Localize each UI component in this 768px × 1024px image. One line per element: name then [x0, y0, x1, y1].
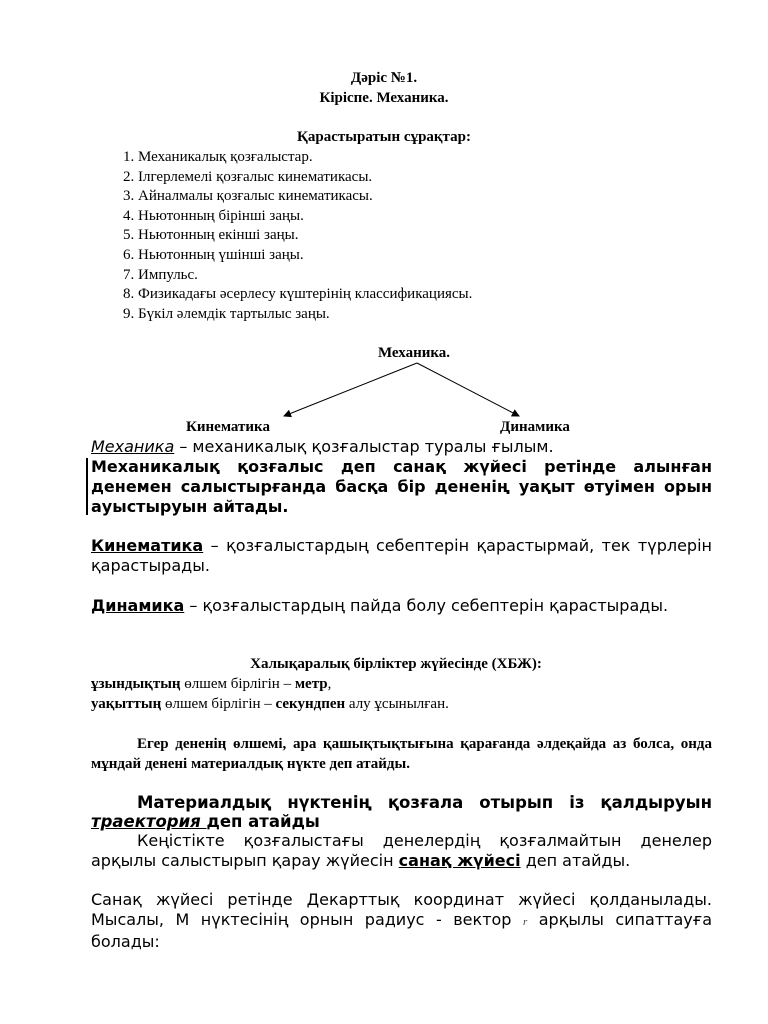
trajectory-term: траектория	[91, 812, 207, 831]
reference-frame-definition	[91, 831, 712, 870]
reference-text: Кеңістікте қозғалыстағы денелердің қозғалмайтын денелер арқылы салыстырып қарау жүйесін	[91, 831, 712, 870]
diagram-kinematics: Кинематика	[186, 419, 270, 435]
kinematics-definition	[91, 536, 712, 576]
diagram-arrows	[0, 0, 768, 440]
kinematics-term: Кинематика	[91, 536, 204, 555]
trajectory-end: деп атайды	[206, 812, 320, 831]
diagram-root: Механика.	[377, 345, 451, 361]
list-item: 2. Ілгерлемелі қозғалыс кинематикасы.	[138, 168, 472, 188]
reference-end: деп атайды.	[520, 850, 631, 870]
lecture-number: Дәріс №1.	[350, 70, 418, 86]
questions-heading: Қарастыратын сұрақтар:	[297, 129, 471, 145]
si-length-unit: метр	[294, 676, 328, 692]
change-bar	[86, 458, 88, 515]
list-item: 7. Импульс.	[138, 266, 472, 286]
list-item: 8. Физикадағы әсерлесу күштерінің классификациясы.	[138, 285, 472, 305]
dynamics-term: Динамика	[91, 596, 185, 615]
si-time	[91, 696, 449, 713]
lecture-title: Кіріспе. Механика.	[319, 90, 449, 106]
dynamics-text: – қозғалыстардың пайда болу себептерін қарастырады.	[184, 596, 669, 615]
si-time-text: өлшем бірлігін –	[161, 696, 276, 712]
list-item: 3. Айналмалы қозғалыс кинематикасы.	[138, 187, 472, 207]
mechanics-definition	[91, 437, 712, 457]
cartesian-paragraph	[91, 890, 712, 952]
motion-definition: Механикалық қозғалыс деп санақ жүйесі ретінде алынған денемен салыстырғанда басқа бір дененің уақыт өтуімен орын ауыстыруын айтады.	[91, 457, 712, 516]
si-length-word: ұзындықтың	[91, 676, 181, 692]
si-length	[91, 676, 331, 693]
list-item: 6. Ньютонның үшінші заңы.	[138, 246, 472, 266]
mechanics-text: – механикалық қозғалыстар туралы ғылым.	[174, 437, 554, 456]
si-time-end: алу ұсынылған.	[345, 696, 449, 712]
list-item: 9. Бүкіл әлемдік тартылыс заңы.	[138, 305, 472, 325]
cartesian-text: Санақ жүйесі ретінде Декарттық координат жүйесі қолданылады. Мысалы, М нүктесінің орнын радиус - вектор	[91, 890, 712, 929]
diagram-dynamics: Динамика	[500, 419, 570, 435]
material-point-definition: Егер дененің өлшемі, ара қашықтықтығына қарағанда әлдеқайда аз болса, онда мұндай денені материалдық нүкте деп атайды.	[91, 736, 712, 772]
arrow-to-dynamics	[417, 363, 519, 416]
trajectory-definition	[91, 793, 712, 831]
si-time-word: уақыттың	[91, 696, 162, 712]
reference-term: санақ жүйесі	[398, 850, 521, 870]
si-length-text: өлшем бірлігін –	[180, 676, 295, 692]
kinematics-text: – қозғалыстардың себептерін қарастырмай, тек түрлерін қарастырады.	[91, 536, 712, 575]
radius-vector-symbol: r	[522, 915, 528, 928]
list-item: 4. Ньютонның бірінші заңы.	[138, 207, 472, 227]
arrow-to-kinematics	[284, 363, 417, 416]
trajectory-text: Материалдық нүктенің қозғала отырып із қалдыруын	[137, 793, 712, 812]
mechanics-term: Механика	[91, 437, 175, 456]
dynamics-definition	[91, 596, 712, 616]
si-time-unit: секундпен	[275, 696, 346, 712]
si-heading: Халықаралық бірліктер жүйесінде (ХБЖ):	[250, 656, 542, 672]
cartesian-end: арқылы сипаттауға болады:	[91, 909, 713, 951]
si-length-comma: ,	[327, 676, 332, 692]
list-item: 1. Механикалық қозғалыстар.	[138, 148, 472, 168]
list-item: 5. Ньютонның екінші заңы.	[138, 226, 472, 246]
